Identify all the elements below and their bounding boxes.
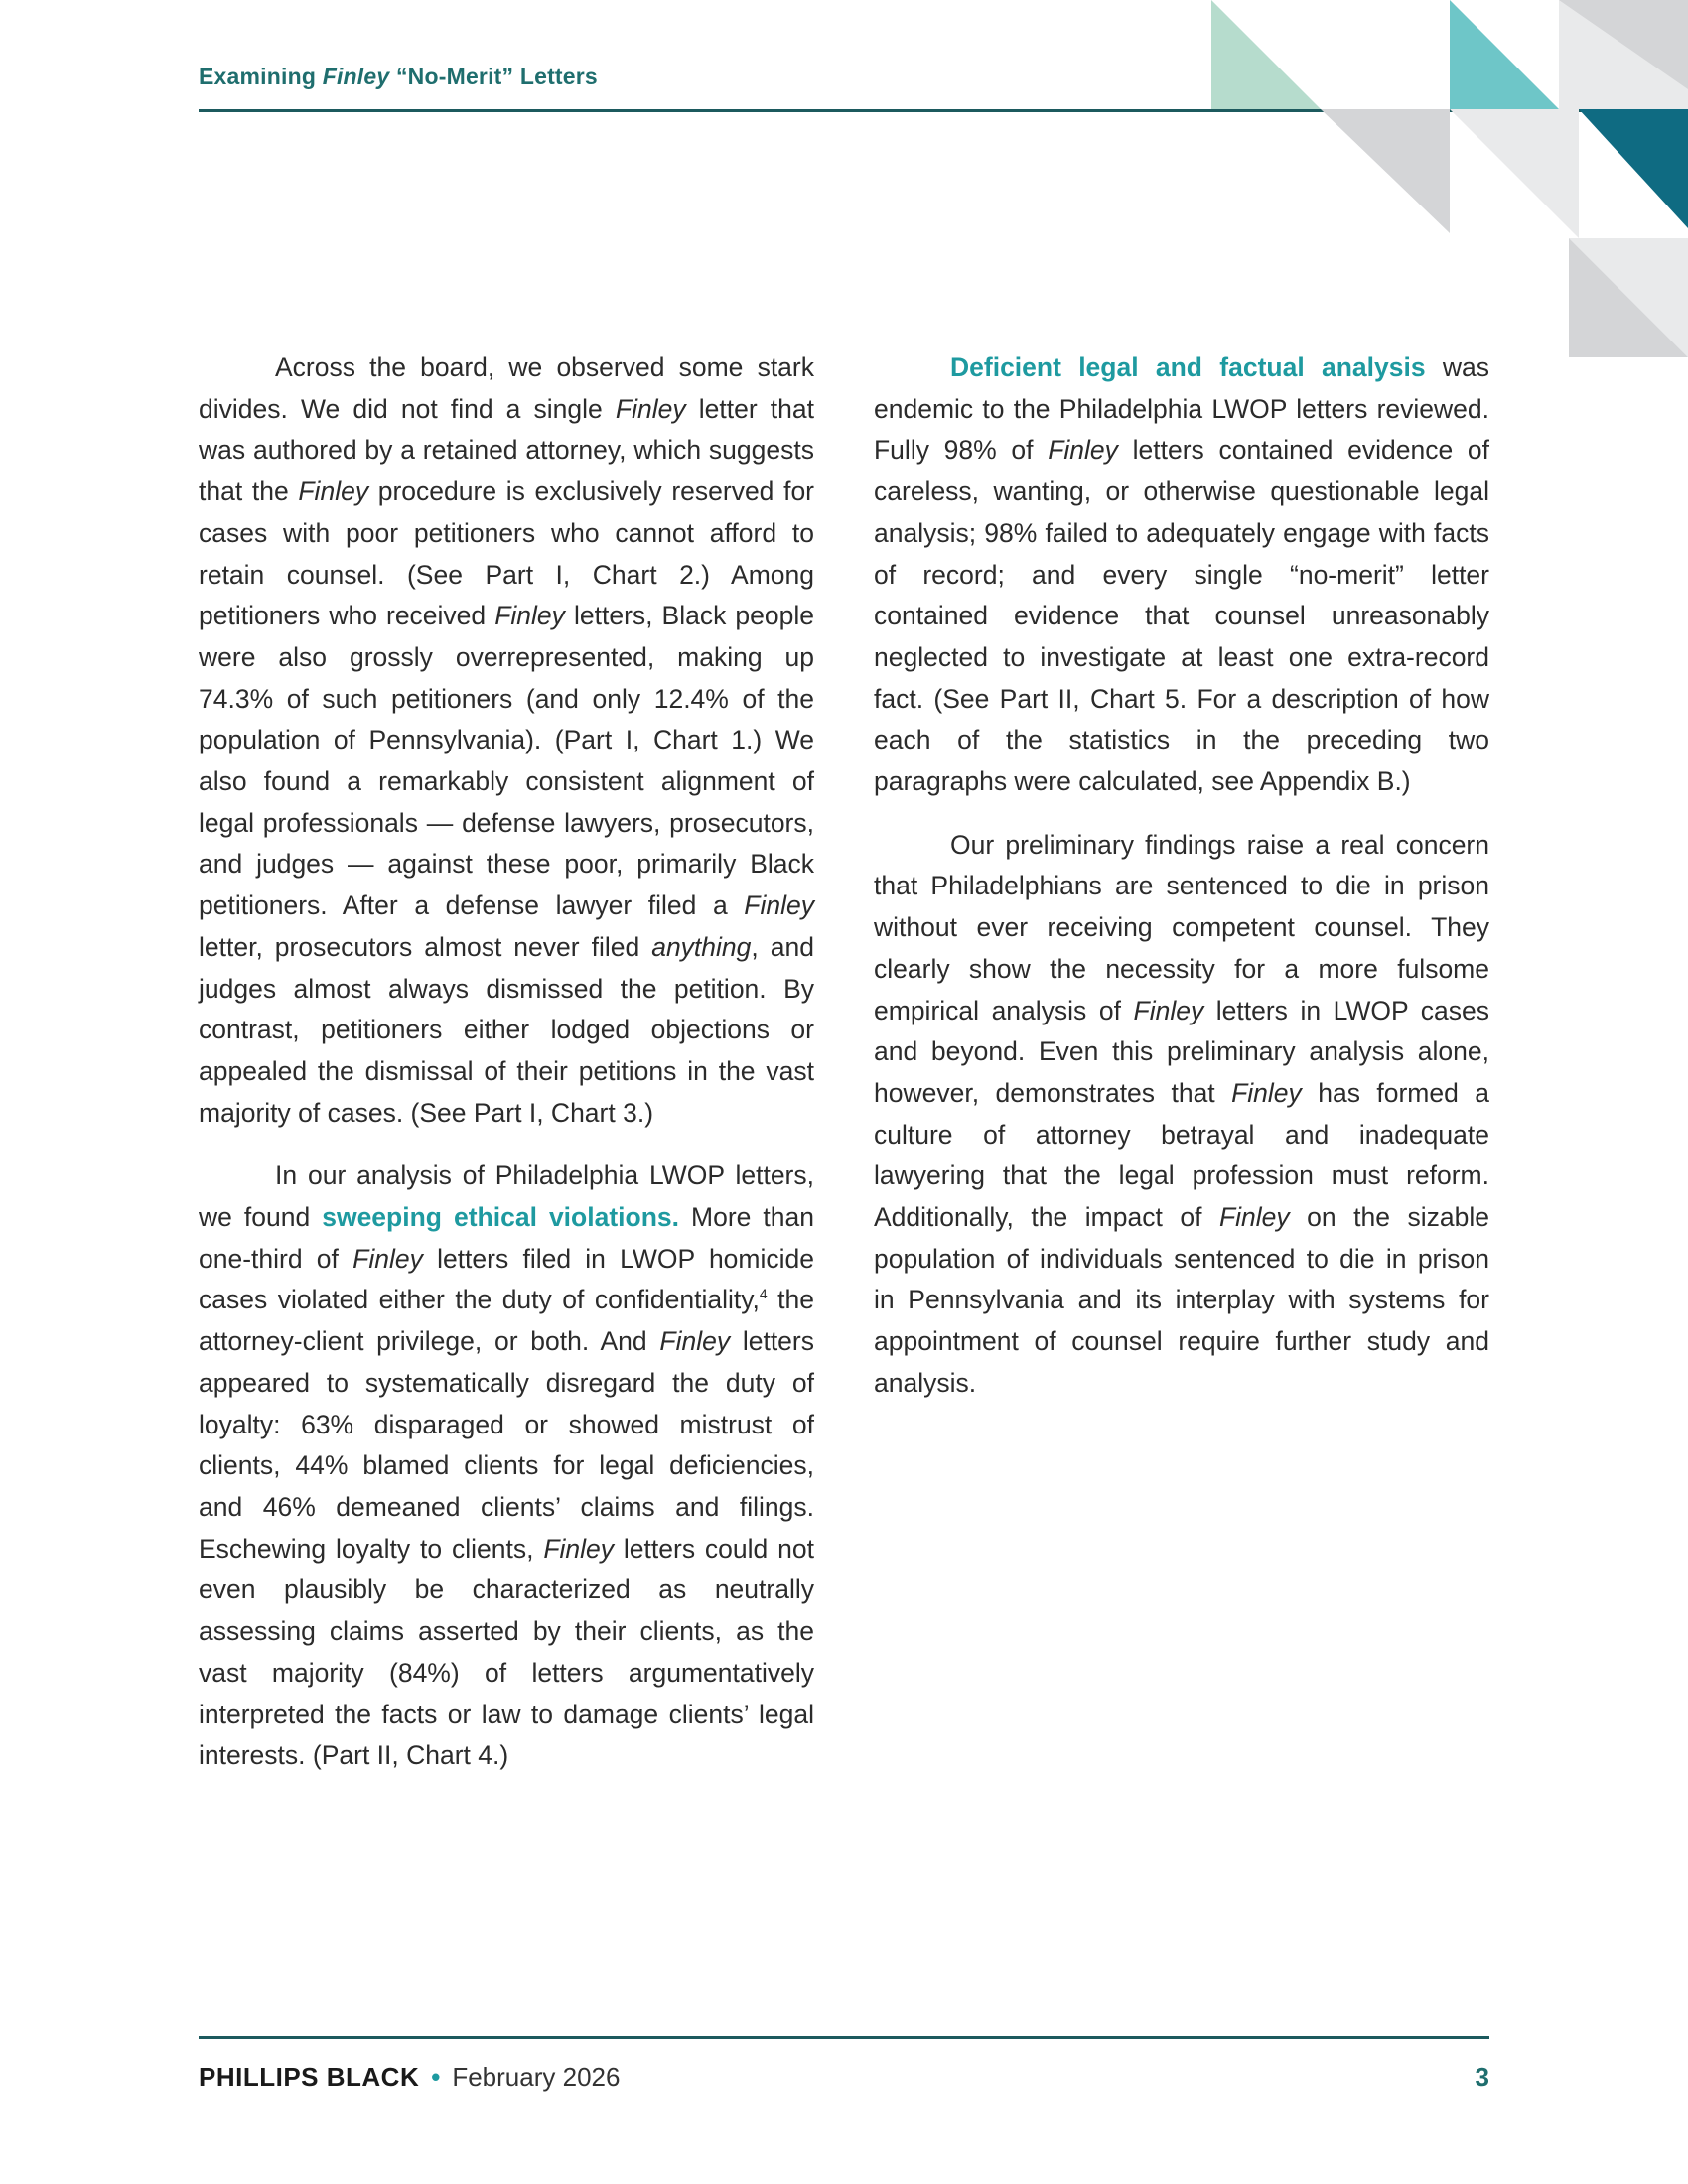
running-header-title: Examining Finley “No-Merit” Letters: [199, 64, 598, 89]
left-column: [199, 347, 814, 1799]
footnote-marker[interactable]: 4: [759, 1286, 768, 1302]
highlight-ethical-violations: sweeping ethical violations.: [322, 1202, 679, 1233]
publication-date: February 2026: [452, 2062, 621, 2092]
highlight-deficient-analysis: Deficient legal and factual analysis: [950, 352, 1426, 382]
footer-rule: [199, 2036, 1489, 2039]
paragraph-deficient-analysis: Deficient legal and factual analysis was endemic to the Philadelphia LWOP letters reviewed. Fully 98% of Finley letters contained evidence of careless, wanting, or otherwise questionable legal analysis; 98% failed to adequately engage with facts of record; and every single “no-merit” letter contained evidence that counsel unreasonably neglected to investigate at least one extra-record fact. (See Part II, Chart 5. For a description of how each of the statistics in the preceding two paragraphs were calculated, see Appendix B.): [874, 352, 1489, 797]
triangle-mint: [1211, 0, 1321, 109]
paragraph-divides: Across the board, we observed some stark divides. We did not find a single Finley letter that was authored by a retained attorney, which suggests that the Finley procedure is exclusively reserved for cases with poor petitioners who cannot afford to retain counsel. (See Part I, Chart 2.) Among petitioners who received Finley letters, Black people were also grossly overrepresented, making up 74.3% of such petitioners (and only 12.4% of the population of Pennsylvania). (Part I, Chart 1.) We also found a remarkably consistent alignment of legal professionals — defense lawyers, prosecutors, and judges — against these poor, primarily Black petitioners. After a defense lawyer filed a Finley letter, prosecutors almost never filed anything, and judges almost always dismissed the petition. By contrast, petitioners either lodged objections or appealed the dismissal of their petitions in the vast majority of cases. (See Part I, Chart 3.): [199, 352, 815, 1128]
page-number: 3: [1475, 2062, 1489, 2092]
paragraph-preliminary-findings: Our preliminary findings raise a real concern that Philadelphians are sentenced to die in prison without ever receiving competent counsel. They clearly show the necessity for a more fulsome empirical analysis of Finley letters in LWOP cases and beyond. Even this preliminary analysis alone, however, demonstrates that Finley has formed a culture of attorney betrayal and inadequate lawyering that the legal profession must reform. Additionally, the impact of Finley on the sizable population of individuals sentenced to die in prison in Pennsylvania and its interplay with systems for appointment of counsel require further study and analysis.: [874, 829, 1490, 1398]
triangle-gray-middle: [1321, 109, 1450, 233]
triangle-pale-gray-middle: [1450, 109, 1579, 238]
page-footer: [199, 2057, 1489, 2097]
triangle-cyan: [1450, 0, 1559, 109]
organization-name: PHILLIPS BLACK: [199, 2062, 420, 2092]
footer-bullet: •: [431, 2062, 441, 2092]
triangle-navy-teal: [1579, 109, 1688, 228]
right-column: [874, 347, 1489, 1427]
paragraph-ethical-violations: In our analysis of Philadelphia LWOP letters, we found sweeping ethical violations. More than one-third of Finley letters filed in LWOP homicide cases violated either the duty of confidentiality,$^4$ the attorney-client privilege, or both. And Finley letters appeared to systematically disregard the duty of loyalty: 63% disparaged or showed mistrust of clients, 44% blamed clients for legal deficiencies, and 46% demeaned clients’ claims and filings. Eschewing loyalty to clients, Finley letters could not even plausibly be characterized as neutrally assessing claims asserted by their clients, as the vast majority (84%) of letters argumentatively interpreted the facts or law to damage clients’ legal interests. (Part II, Chart 4.): [199, 1160, 814, 1771]
decorative-triangles: [1192, 0, 1688, 357]
